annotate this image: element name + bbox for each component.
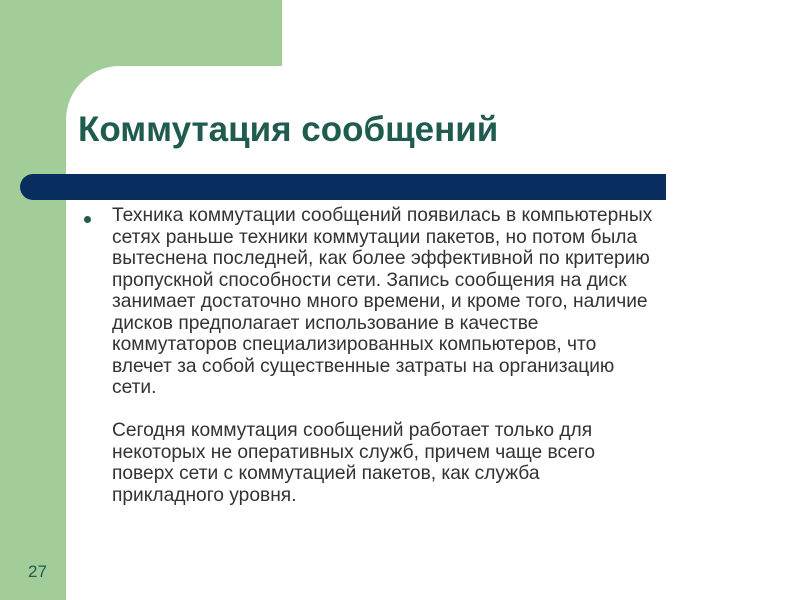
slide-body-text — [112, 205, 752, 506]
body-line: сети. — [112, 377, 157, 398]
body-line: некоторых не оперативных служб, причем чаще всего — [112, 441, 596, 463]
bullet-icon — [84, 216, 91, 223]
body-line: прикладного уровня. — [112, 484, 297, 506]
title-underline-bar — [20, 174, 666, 200]
body-line: Техника коммутации сообщений появилась в компьютерных — [112, 205, 653, 226]
body-line: пропускной способности сети. Запись сообщения на диск — [112, 269, 627, 291]
paragraph-gap — [112, 399, 752, 421]
body-line: сетях раньше техники коммутации пакетов, но потом была — [112, 226, 638, 248]
background-green-top — [66, 0, 282, 66]
body-line: поверх сети с коммутацией пакетов, как служба — [112, 463, 540, 484]
body-line: дисков предполагает использование в качестве — [112, 312, 539, 334]
body-line: занимает достаточно много времени, и кроме того, наличие — [112, 291, 648, 312]
body-line: влечет за собой существенные затраты на организацию — [112, 355, 615, 377]
body-line: коммутаторов специализированных компьютеров, что — [112, 334, 597, 355]
body-line: Сегодня коммутация сообщений работает только для — [112, 420, 593, 441]
page-number: 27 — [28, 562, 47, 581]
body-line: вытеснена последней, как более эффективной по критерию — [112, 248, 650, 269]
slide-title: Коммутация сообщений — [78, 110, 499, 149]
background-green-left — [0, 0, 66, 600]
